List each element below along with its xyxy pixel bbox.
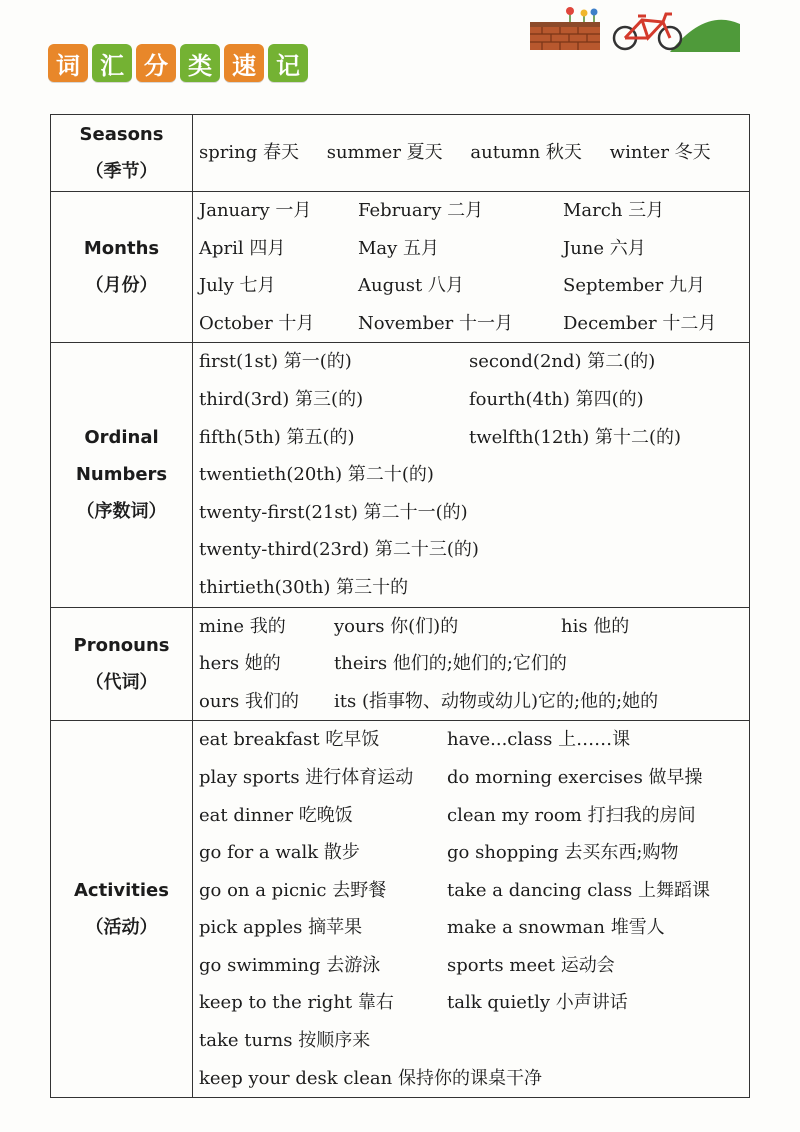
list-item: fourth(4th) 第四(的) <box>469 388 644 410</box>
category-label: Seasons <box>79 124 164 145</box>
list-item: clean my room 打扫我的房间 <box>447 804 696 826</box>
list-item: spring 春天 <box>199 142 299 163</box>
table-row-months <box>51 192 750 343</box>
list-item: March 三月 <box>563 200 665 221</box>
category-cell <box>51 721 193 1098</box>
content-cell <box>193 721 750 1098</box>
list-item: first(1st) 第一(的) <box>199 351 352 373</box>
category-cell <box>51 343 193 607</box>
list-item: December 十二月 <box>563 312 717 334</box>
category-label: Months <box>83 238 160 260</box>
list-item: mine 我的 <box>199 615 286 637</box>
list-item: third(3rd) 第三(的) <box>199 388 364 410</box>
list-item: twenty-first(21st) 第二十一(的) <box>199 501 468 523</box>
list-item: yours 你(们)的 <box>334 615 459 637</box>
list-item: play sports 进行体育运动 <box>199 766 414 788</box>
list-item: May 五月 <box>358 237 440 259</box>
list-item: pick apples 摘苹果 <box>199 917 363 939</box>
flower-icon <box>566 7 598 22</box>
table-row-pronouns <box>51 607 750 721</box>
list-item: winter 冬天 <box>609 142 711 163</box>
list-item: talk quietly 小声讲话 <box>447 992 628 1014</box>
list-item: eat dinner 吃晚饭 <box>199 804 353 826</box>
list-item: eat breakfast 吃早饭 <box>199 729 380 751</box>
list-item: go for a walk 散步 <box>199 842 360 864</box>
list-item: second(2nd) 第二(的) <box>469 351 656 373</box>
brick-wall-icon <box>530 22 600 50</box>
list-item: his 他的 <box>561 615 630 637</box>
title-char: 类 <box>180 44 220 82</box>
list-item: twenty-third(23rd) 第二十三(的) <box>199 539 479 561</box>
list-item: fifth(5th) 第五(的) <box>199 426 355 448</box>
list-item: go on a picnic 去野餐 <box>199 879 387 901</box>
list-item: its (指事物、动物或幼儿)它的;他的;她的 <box>334 690 659 712</box>
title-char: 汇 <box>92 44 132 82</box>
list-item: April 四月 <box>199 237 286 259</box>
list-item: June 六月 <box>563 237 646 259</box>
list-item: ours 我们的 <box>199 690 299 712</box>
list-item: take turns 按顺序来 <box>199 1030 371 1052</box>
table-row-seasons <box>51 115 750 192</box>
title-char: 速 <box>224 44 264 82</box>
category-label-cn: （月份） <box>85 275 158 297</box>
list-item: October 十月 <box>199 312 315 334</box>
list-item: make a snowman 堆雪人 <box>447 917 665 939</box>
category-label: Numbers <box>75 464 168 486</box>
list-item: September 九月 <box>563 275 705 297</box>
list-item: keep to the right 靠右 <box>199 992 394 1014</box>
title-char: 记 <box>268 44 308 82</box>
list-item: hers 她的 <box>199 653 281 675</box>
section-title <box>48 44 308 82</box>
list-item: summer 夏天 <box>326 142 443 163</box>
list-item: twentieth(20th) 第二十(的) <box>199 464 434 486</box>
title-char: 分 <box>136 44 176 82</box>
bicycle-illustration <box>520 4 740 54</box>
content-cell <box>193 607 750 721</box>
category-label-cn: （序数词） <box>76 501 167 523</box>
list-item: do morning exercises 做早操 <box>447 766 703 788</box>
category-label: Activities <box>74 880 169 902</box>
vocabulary-table <box>50 114 750 1098</box>
content-cell <box>193 192 750 343</box>
list-item: thirtieth(30th) 第三十的 <box>199 576 409 598</box>
list-item: November 十一月 <box>358 312 513 334</box>
list-item: February 二月 <box>358 200 484 221</box>
category-label-cn: （季节） <box>85 161 158 182</box>
content-cell <box>193 115 750 192</box>
list-item: have...class 上……课 <box>447 729 631 751</box>
category-cell <box>51 192 193 343</box>
content-cell <box>193 343 750 607</box>
list-item: August 八月 <box>358 275 464 297</box>
category-label-cn: （活动） <box>85 917 158 939</box>
bicycle-icon <box>614 14 681 49</box>
category-cell <box>51 115 193 192</box>
list-item: January 一月 <box>199 200 312 221</box>
table-row-activities <box>51 721 750 1098</box>
category-label-cn: （代词） <box>85 671 158 693</box>
list-item: go shopping 去买东西;购物 <box>447 842 679 864</box>
list-item: July 七月 <box>199 275 276 297</box>
list-item: twelfth(12th) 第十二(的) <box>469 426 682 448</box>
list-item: keep your desk clean 保持你的课桌干净 <box>199 1067 542 1089</box>
category-cell <box>51 607 193 721</box>
list-item: go swimming 去游泳 <box>199 954 381 976</box>
list-item: take a dancing class 上舞蹈课 <box>447 879 710 901</box>
category-label: Pronouns <box>73 634 170 656</box>
table-row-ordinals <box>51 343 750 607</box>
category-label: Ordinal <box>84 427 159 449</box>
list-item: sports meet 运动会 <box>447 954 615 976</box>
list-item: autumn 秋天 <box>470 142 582 163</box>
list-item: theirs 他们的;她们的;它们的 <box>334 653 567 675</box>
title-char: 词 <box>48 44 88 82</box>
